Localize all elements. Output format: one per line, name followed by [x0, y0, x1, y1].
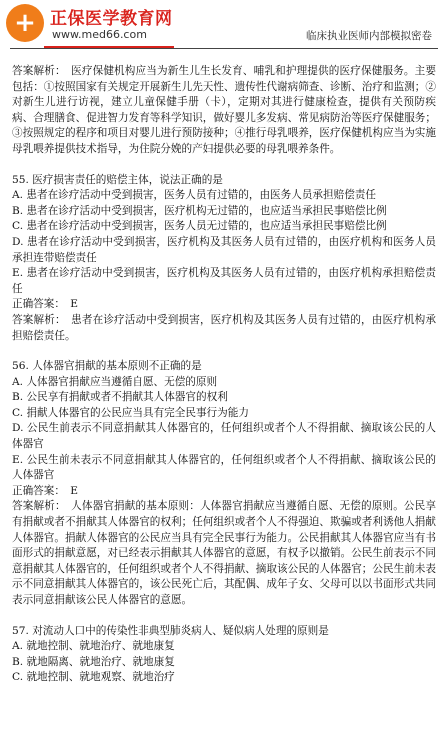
q55-option-c: C. 患者在诊疗活动中受到损害，医务人员无过错的，也应适当承担民事赔偿比例 — [12, 220, 387, 233]
q56-question: 56. 人体器官捐献的基本原则不正确的是 — [12, 360, 202, 373]
header-rule — [10, 48, 438, 49]
q56-option-b: B. 公民享有捐献或者不捐献其人体器官的权利 — [12, 391, 228, 404]
q56-option-c: C. 捐献人体器官的公民应当具有完全民事行为能力 — [12, 406, 249, 419]
spacer — [12, 609, 436, 624]
spacer — [12, 158, 436, 173]
q55-analysis: 答案解析： 患者在诊疗活动中受到损害，医疗机构及其医务人员有过错的，由医疗机构承担赔偿责任。 — [12, 313, 436, 342]
plus-logo-icon: + — [6, 4, 44, 42]
q57-option-c: C. 就地控制、就地观察、就地治疗 — [12, 671, 175, 684]
q56-analysis: 答案解析： 人体器官捐献的基本原则：人体器官捐献应当遵循自愿、无偿的原则。公民享有捐献或者不捐献其人体器官的权利；任何组织或者个人不得强迫、欺骗或者利诱他人捐献人体器官。捐献人体器官的公民应当具有完全民事行为能力。公民捐献其人体器官应当有书面形式的捐献意愿，对已经表示捐献其人体器官的意愿，有权予以撤销。公民生前表示不同意捐献其人体器官的，任何组织或者个人不得捐献、摘取该公民的人体器官；公民生前未表示不同意捐献其人体器官的，该公民死亡后，其配偶、成年子女、父母可以以书面形式共同表示同意捐献该公民人体器官的意愿。 — [12, 500, 436, 606]
q55-question: 55. 医疗损害责任的赔偿主体，说法正确的是 — [12, 173, 223, 186]
spacer — [12, 344, 436, 359]
q55-option-d: D. 患者在诊疗活动中受到损害，医疗机构及其医务人员有过错的，由医疗机构和医务人员承担连带赔偿责任 — [12, 235, 436, 264]
q57-question: 57. 对流动人口中的传染性非典型肺炎病人、疑似病人处理的原则是 — [12, 624, 329, 637]
q55-option-e: E. 患者在诊疗活动中受到损害，医疗机构及其医务人员有过错的，由医疗机构承担赔偿责任 — [12, 267, 436, 295]
q56-option-e: E. 公民生前未表示不同意捐献其人体器官的，任何组织或者个人不得捐献、摘取该公民的人体器官 — [12, 453, 436, 482]
site-logo[interactable] — [6, 2, 173, 46]
q56-option-d: D. 公民生前表示不同意捐献其人体器官的，任何组织或者个人不得捐献、摘取该公民的人体器官 — [12, 422, 436, 451]
q55-option-b: B. 患者在诊疗活动中受到损害，医疗机构无过错的，也应适当承担民事赔偿比例 — [12, 204, 387, 217]
document-body — [12, 64, 436, 686]
q55-answer: 正确答案： E — [12, 298, 78, 311]
q56-option-a: A. 人体器官捐献应当遵循自愿、无偿的原则 — [12, 375, 218, 388]
q54-analysis: 答案解析： 医疗保健机构应当为新生儿生长发育、哺乳和护理提供的医疗保健服务。主要包括：①按照国家有关规定开展新生儿先天性、遗传性代谢病筛查、诊断、治疗和监测；②对新生儿进行访视，建立儿童保健手册（卡），定期对其进行健康检查，提供有关预防疾病、合理膳食、促进智力发育等科学知识，做好婴儿多发病、常见病防治等医疗保健服务；③按照规定的程序和项目对婴儿进行预防接种；④推行母乳喂养，医疗保健机构应当为实施母乳喂养提供技术指导，为住院分娩的产妇提供必要的母乳喂养条件。 — [12, 65, 436, 155]
logo-brand-text: 正保医学教育网 — [50, 9, 173, 29]
exam-title: 临床执业医师内部模拟密卷 — [306, 30, 432, 42]
q57-option-b: B. 就地隔离、就地治疗、就地康复 — [12, 655, 175, 668]
q55-option-a: A. 患者在诊疗活动中受到损害，医务人员有过错的，由医务人员承担赔偿责任 — [12, 189, 376, 202]
q57-option-a: A. 就地控制、就地治疗、就地康复 — [12, 640, 175, 653]
logo-url-text: www.med66.com — [52, 28, 147, 41]
q56-answer: 正确答案： E — [12, 484, 78, 497]
page-header — [0, 0, 448, 50]
